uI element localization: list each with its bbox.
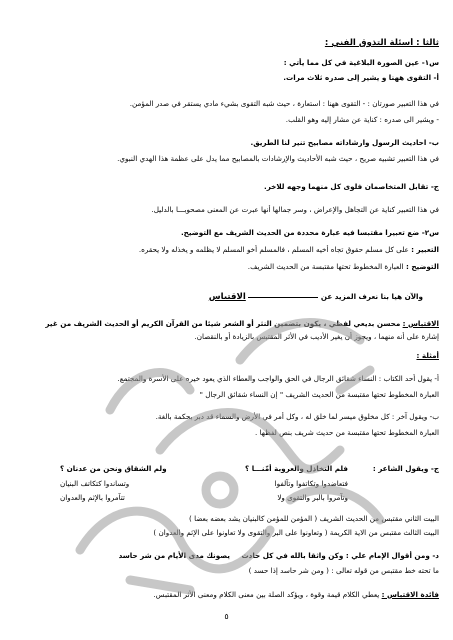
verse-1-first: فلم التخاذل والعروبة أمّنـــا ؟ [245,464,348,473]
intro-line [12,292,423,302]
intro-term: الاقتباس [208,292,246,302]
intro-text: والآن هيا بنا نعرف المزيد عن [320,292,423,301]
q1-a-answer-2: - ويشير الى صدره : كناية عن مشار إليه وهو القلب. [285,115,439,124]
q1-title: س١- عين الصورة البلاغية في كل مما يأتي : [283,58,439,67]
definition-text-1: محسن بديعي لفظي ، يكون بتضمين النثر أو الشعر شيئا من القرآن الكريم أو الحديث الشريف من غير [45,319,401,328]
example-a-line-2: العبارة المخطوط تحتها مقتبسة من الحديث الشريف " إن النساء شقائق الرجال " [199,390,439,399]
section-heading: ثالثا : أسئلة التذوق الفني : [324,38,439,48]
definition-line-2: إشارة على أنه منهما ، ويجوز أن يغير الأديب في الأثر المقتبس بالزيادة أو بالنقصان. [194,332,439,341]
benefit-line [12,590,439,600]
q1-item-c: ج- تقابل المتخاصمان فلوى كل منهما وجهه للاخر. [263,182,439,191]
example-c-note-2: البيت الثالث مقتبس من الاية الكريمة ( وتعاونوا على البر والتقوى ولا تعاونوا على الإثم والعدوان ) [153,528,439,537]
example-b-line-1: ب- ويقول آخر : كل مخلوق ميسر لما خلق له ، وكل أمر في الأرض والسماء قد دبر بحكمة بالغة. [155,412,439,421]
q1-c-answer: في هذا التعبير كناية عن التجاهل والإعراض ، وسر جمالها أنها عبرت عن المعنى مصحوبـــا بالدليل. [151,205,439,214]
q2-expression [12,245,439,255]
q2-clarification-label: التوضيح : [405,262,439,271]
example-d-second: يصونك مدى الأيام من شر حاسد [118,551,230,560]
definition-line-1 [12,319,439,329]
q2-title: س٢- ضع تعبيرا مقتبسا فيه عبارة محددة من الحديث الشريف مع التوضيح. [180,228,439,237]
page-number: ٥ [224,612,229,621]
intro-arrow-line [248,297,318,298]
q1-b-answer: في هذا التعبير تشبيه صريح ، حيث شبه الأحاديث والإرشادات بالمصابيح مما يدل على عظمة هذا الهدي النبوي. [117,154,439,163]
example-a-line-1: أ- يقول أحد الكتاب : النساء شقائق الرجال في الحق والواجب والعطاء الذي يعود خيره على الأسرة والمجتمع. [117,374,439,383]
verse-3-second: تتآمروا بالإثم والعدوان [60,493,125,502]
verse-1-second: ولم الشقاق ونحن من عدنان ؟ [60,464,167,473]
example-c-label: ج- ويقول الشاعر : [372,464,439,473]
q1-a-answer-1: في هذا التعبير صورتان : - التقوى ههنا : استعارة ، حيث شبه التقوى بشيء مادي يستقر في صدر المؤمن. [129,99,439,108]
examples-heading: أمثلة : [416,351,439,360]
definition-label: الاقتباس : [402,319,439,328]
q2-expression-label: التعبير : [411,245,439,254]
q1-item-a: أ- التقوى ههنا و يشير إلى صدره ثلاث مرات. [283,73,439,82]
benefit-label: فائدة الاقتباس : [381,590,439,599]
verse-2-second: وتساندوا كتكاتف البنيان [60,479,130,488]
q1-item-b: ب- احاديث الرسول وارشاداته مصابيح تنير لنا الطريق. [250,138,439,147]
example-d-line-1 [12,551,439,561]
example-c-note-1: البيت الثاني مقتبس من الحديث الشريف ( المؤمن للمؤمن كالبنيان يشد بعضه بعضا ) [189,514,439,523]
verse-3-first: وتآمروا بالبر والتقوى ولا [277,493,348,502]
q2-clarification [12,262,439,272]
example-d-line-2: ما تحته خط مقتبس من قوله تعالى : ( ومن شر حاسد إذا حسد ) [248,566,439,575]
example-d-first: د- ومن أقوال الإمام علي : وكن واثقا بالله في كل حادث [241,551,439,560]
q2-expression-text: على كل مسلم حقوق تجاه أخيه المسلم ، فالمسلم أخو المسلم لا يظلمه و يخذله ولا يحقره. [138,245,409,254]
example-b-line-2: العبارة المخطوط تحتها مقتبسة من حديث شريف بنص لفظها . [255,428,439,437]
benefit-text: يعطي الكلام قيمة وقوة ، ويؤكد الصلة بين معنى الكلام ومعنى الأثر المقتبس. [153,590,380,599]
verse-2-first: فتعاضدوا وتكاتفوا وتآلفوا [274,479,348,488]
q2-clarification-text: العبارة المخطوط تحتها مقتبسة من الحديث الشريف. [247,262,404,271]
